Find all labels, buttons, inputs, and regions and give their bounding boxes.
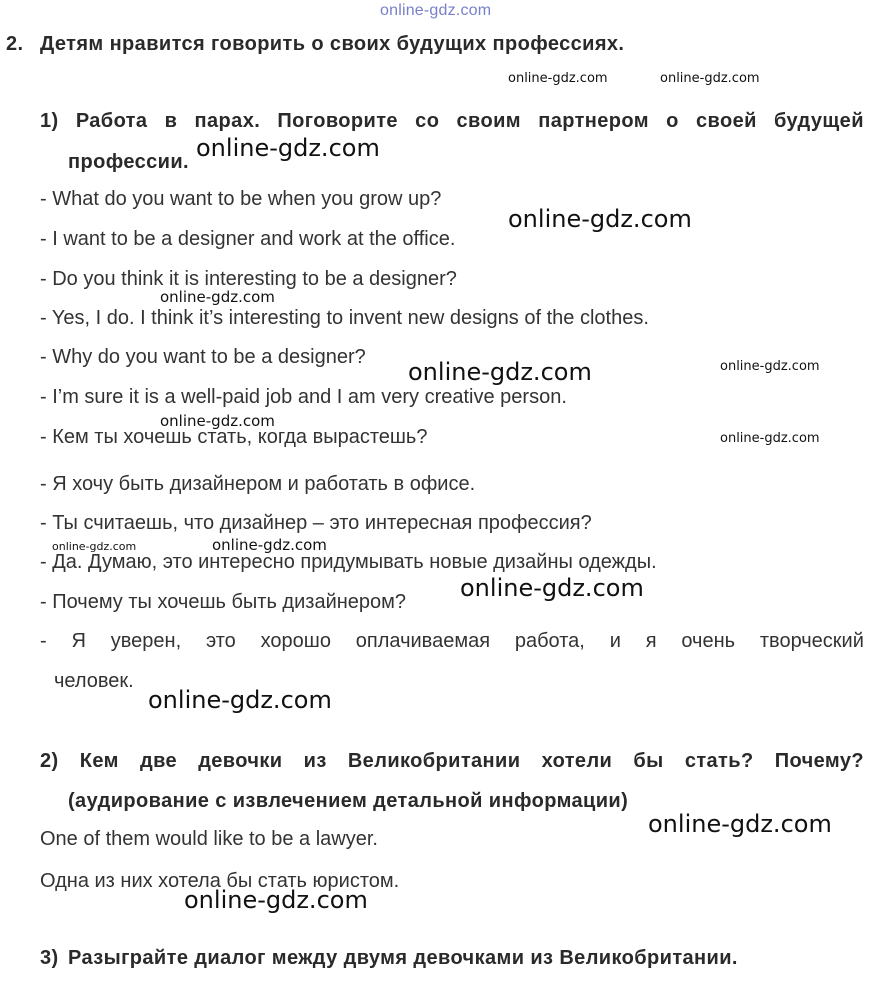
watermark-top: online-gdz.com [380, 2, 492, 19]
word: оплачиваемая [355, 630, 491, 652]
heading-word: партнером [538, 110, 649, 132]
dialogue-line: - Do you think it is interesting to be a designer? [40, 268, 457, 290]
task3-title: Разыграйте диалог между двумя девочками из Великобритании. [68, 947, 738, 969]
heading-word: хотели [541, 750, 613, 772]
heading-word: Кем [79, 750, 119, 772]
dialogue-line: - I want to be a designer and work at the office. [40, 228, 456, 250]
word: уверен, [110, 630, 182, 652]
answer-line: Одна из них хотела бы стать юристом. [40, 870, 400, 892]
watermark: online-gdz.com [460, 574, 644, 602]
word: - [40, 630, 47, 652]
exercise-heading [6, 33, 624, 56]
exercise-title: Детям нравится говорить о своих будущих профессиях. [40, 33, 625, 55]
heading-word: Почему? [774, 750, 864, 772]
dialogue-line: - Я хочу быть дизайнером и работать в офисе. [40, 473, 476, 495]
task1-heading-line1 [40, 110, 864, 133]
dialogue-line: - Ты считаешь, что дизайнер – это интересная профессия? [40, 512, 592, 534]
dialogue-line: - I’m sure it is a well-paid job and I am very creative person. [40, 386, 567, 408]
watermark: online-gdz.com [148, 686, 332, 714]
word: очень [681, 630, 736, 652]
heading-word: стать? [684, 750, 754, 772]
task3-number: 3) [40, 947, 59, 969]
watermark: online-gdz.com [648, 810, 832, 838]
watermark: online-gdz.com [720, 359, 820, 374]
word: это [205, 630, 236, 652]
heading-word: о [666, 110, 679, 132]
task2-number: 2) [40, 750, 59, 772]
task1-number: 1) [40, 110, 59, 132]
heading-word: бы [633, 750, 664, 772]
dialogue-line: - Why do you want to be a designer? [40, 346, 366, 368]
dialogue-line: - Да. Думаю, это интересно придумывать новые дизайны одежды. [40, 551, 657, 573]
word: творческий [759, 630, 864, 652]
word: Я [71, 630, 86, 652]
dialogue-line: человек. [54, 670, 134, 692]
heading-word: со [415, 110, 440, 132]
dialogue-line: - Почему ты хочешь быть дизайнером? [40, 591, 407, 613]
watermark: online-gdz.com [508, 71, 608, 86]
dialogue-line: - What do you want to be when you grow up? [40, 188, 442, 210]
heading-word: парах. [194, 110, 261, 132]
heading-word: из [303, 750, 327, 772]
word: я [645, 630, 657, 652]
task2-heading-line1 [40, 750, 864, 773]
heading-word: будущей [774, 110, 864, 132]
heading-word: Поговорите [277, 110, 398, 132]
word: и [609, 630, 621, 652]
heading-word: Великобритании [347, 750, 521, 772]
watermark: online-gdz.com [408, 358, 592, 386]
watermark: online-gdz.com [52, 540, 137, 553]
heading-word: Работа [75, 110, 148, 132]
dialogue-line: - Yes, I do. I think it’s interesting to invent new designs of the clothes. [40, 307, 649, 329]
watermark: online-gdz.com [160, 288, 275, 306]
heading-word: своим [456, 110, 521, 132]
watermark: online-gdz.com [196, 134, 380, 162]
exercise-number: 2. [6, 33, 24, 55]
watermark: online-gdz.com [508, 205, 692, 233]
heading-word: в [164, 110, 178, 132]
task1-heading-line2: профессии. [68, 151, 190, 173]
heading-word: девочки [198, 750, 283, 772]
heading-word: своей [696, 110, 757, 132]
heading-word: две [139, 750, 178, 772]
watermark: online-gdz.com [212, 536, 327, 554]
watermark: online-gdz.com [184, 886, 368, 914]
word: работа, [514, 630, 585, 652]
task2-heading-line2: (аудирование с извлечением детальной информации) [68, 790, 629, 812]
watermark: online-gdz.com [160, 412, 275, 430]
watermark: online-gdz.com [660, 71, 760, 86]
task3-heading [40, 947, 738, 970]
word: хорошо [260, 630, 331, 652]
dialogue-line-justified [40, 630, 864, 653]
watermark: online-gdz.com [720, 431, 820, 446]
answer-line: One of them would like to be a lawyer. [40, 828, 378, 850]
dialogue-line: - Кем ты хочешь стать, когда вырастешь? [40, 426, 428, 448]
